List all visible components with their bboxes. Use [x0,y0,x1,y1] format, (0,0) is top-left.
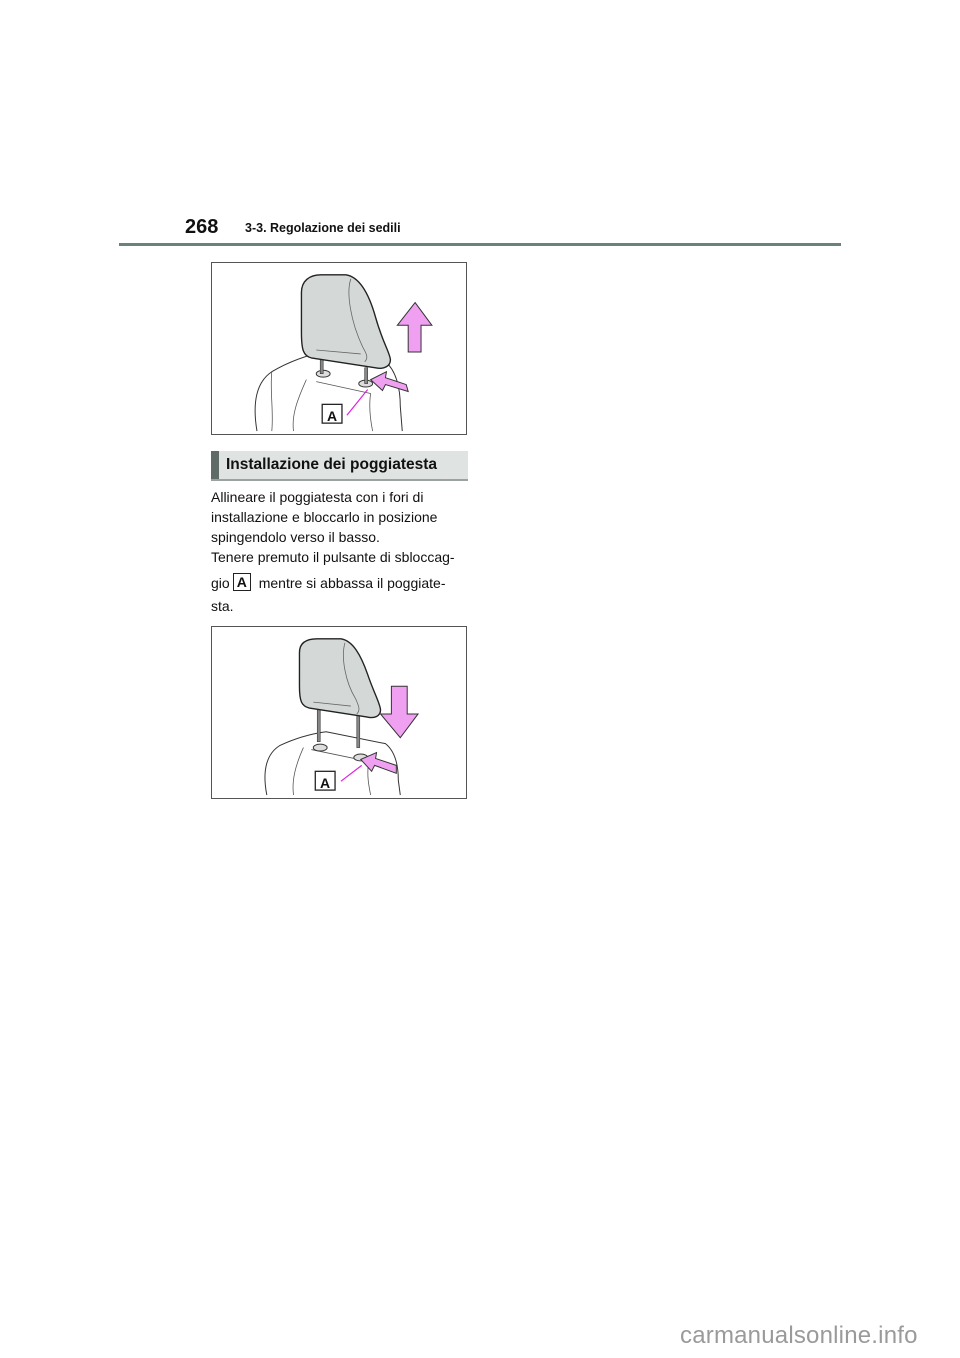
instruction-paragraph-2-line-2 [211,570,481,596]
instruction-paragraph-1: Allineare il poggiatesta con i fori di installazione e bloccarlo in posizione spingendolo verso il basso. [211,489,438,545]
section-heading: Installazione dei poggiatesta [226,456,438,473]
instruction-prefix: gio [211,575,230,591]
headrest-raise-illustration [212,263,466,434]
callout-label-a: A [327,408,338,424]
instruction-paragraph-2-line-1: Tenere premuto il pulsante di sbloccag- [211,549,455,565]
watermark: carmanualsonline.info [680,1322,918,1349]
callout-label-a: A [320,775,331,791]
inline-callout-a: A [233,573,251,591]
instruction-paragraph-2-end: sta. [211,598,234,614]
section-heading-bar [211,451,468,481]
figure-headrest-raise [211,262,467,435]
instructions-text [211,487,481,616]
header-rule [119,243,841,246]
heading-accent [211,451,219,479]
section-title: 3-3. Regolazione dei sedili [245,221,401,235]
instruction-suffix: mentre si abbassa il poggiate- [258,575,446,591]
headrest-lower-illustration [212,627,466,798]
page-number: 268 [185,216,219,238]
figure-headrest-lower [211,626,467,799]
